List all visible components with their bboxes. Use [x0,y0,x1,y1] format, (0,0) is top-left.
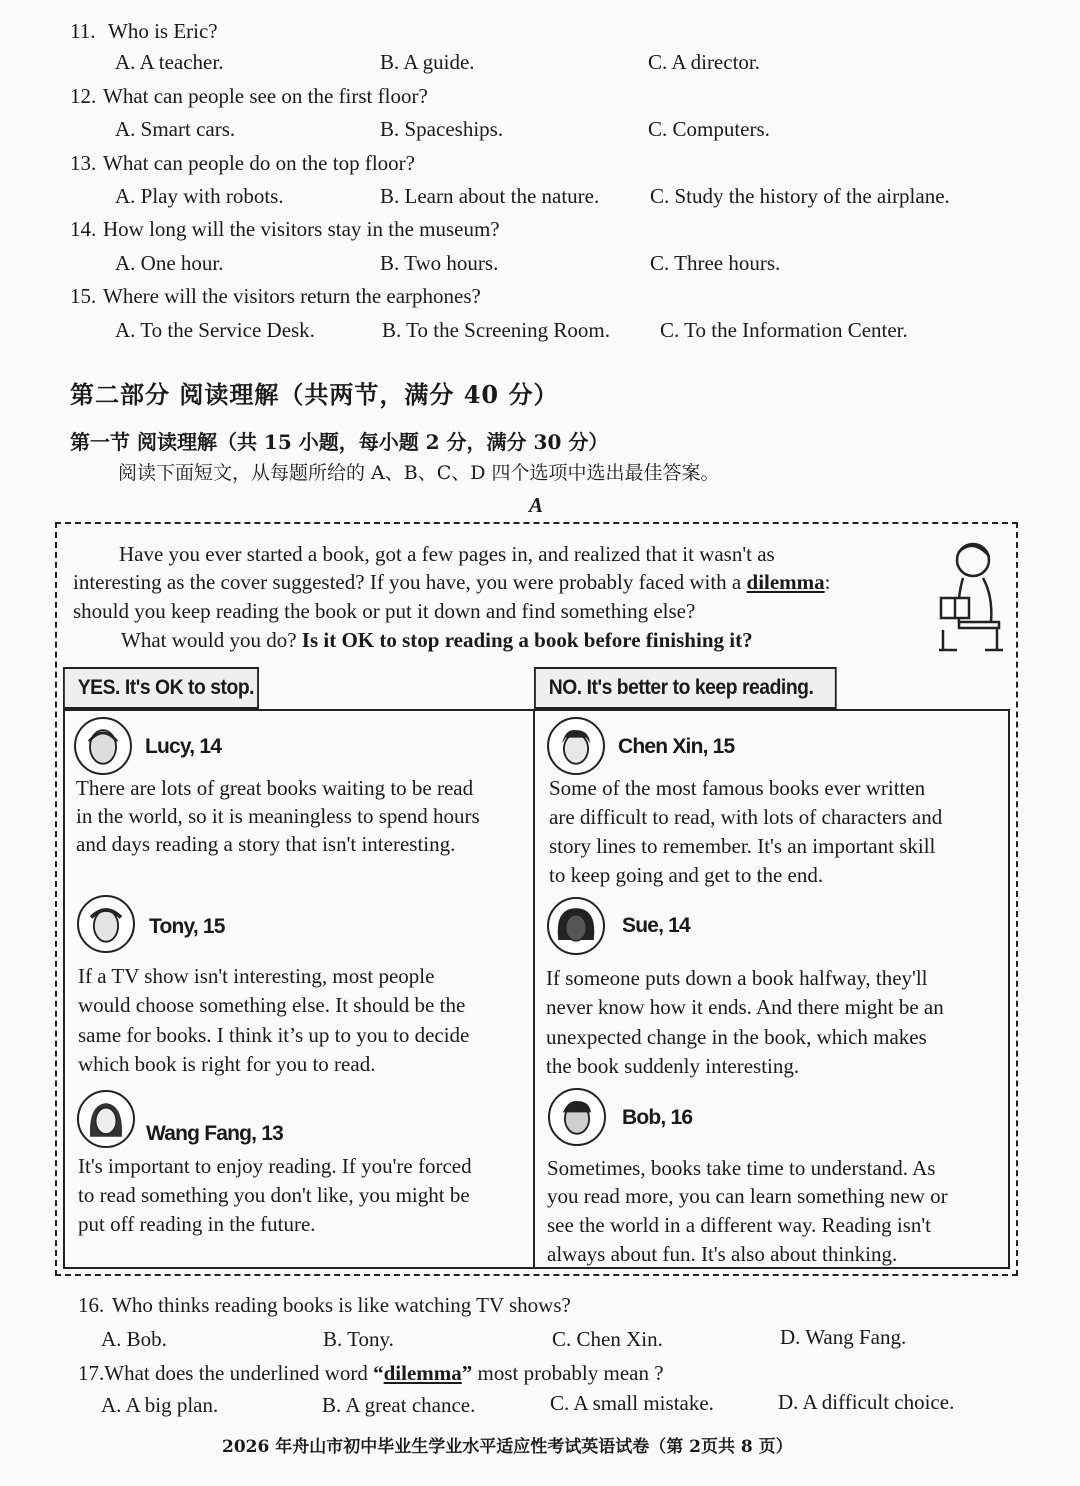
option-a: A. A teacher. [115,50,224,74]
opinion-line: you read more, you can learn something new or [547,1184,948,1208]
opinion-line: to read something you don't like, you might be [78,1183,470,1207]
person-name: Lucy, 14 [145,735,222,758]
option-a: A. To the Service Desk. [115,318,315,342]
passage-label: A [529,493,544,517]
avatar [77,895,135,953]
question-number: 16. [78,1293,105,1317]
option-b: B. Tony. [323,1327,394,1351]
option-c: C. Three hours. [650,251,781,275]
section-title: 第一节 阅读理解（共 15 小题，每小题 2 分，满分 30 分） [70,430,609,454]
person-name: Sue, 14 [622,914,690,937]
quote-open: “ [373,1361,384,1385]
opinion-line: same for books. I think it’s up to you to decide [78,1023,470,1047]
intro-text: interesting as the cover suggested? If you have, you were probably faced with a [73,570,747,594]
opinion-line: put off reading in the future. [78,1212,316,1236]
question-number: 12. [70,84,97,108]
opinion-line: Sometimes, books take time to understand. As [547,1156,936,1180]
question-text-end: most probably mean ? [472,1361,664,1385]
person-name: Tony, 15 [149,915,225,938]
underlined-word-dilemma: dilemma [383,1361,462,1385]
question-text: What does the underlined word [104,1361,374,1385]
opinion-line: see the world in a different way. Reading isn't [547,1213,932,1237]
question-text: What can people do on the top floor? [103,151,415,175]
question-text: Who is Eric? [108,19,218,43]
yes-side-label: YES. It's OK to stop. [63,667,259,709]
option-d: D. Wang Fang. [780,1325,907,1349]
option-c: C. A small mistake. [550,1391,714,1415]
option-a: A. Play with robots. [115,184,284,208]
person-name: Bob, 16 [622,1106,693,1129]
instruction: 阅读下面短文，从每题所给的 A、B、C、D 四个选项中选出最佳答案。 [118,462,720,484]
option-c: C. Computers. [648,117,770,141]
opinion-line: the book suddenly interesting. [546,1054,800,1078]
option-c: C. Chen Xin. [552,1327,663,1351]
opinion-line: It's important to enjoy reading. If you're forced [78,1154,472,1178]
question-text: What can people see on the first floor? [103,84,428,108]
option-b: B. Spaceships. [380,117,504,141]
question-number: 17. [78,1361,105,1385]
avatar [74,717,132,775]
option-b: B. A guide. [380,50,475,74]
opinion-line: in the world, so it is meaningless to spend hours [76,804,480,828]
opinion-line: If someone puts down a book halfway, they'll [546,966,928,990]
opinion-line: and days reading a story that isn't interesting. [76,832,456,856]
avatar [77,1090,135,1148]
reading-child-illustration [935,538,1007,656]
intro-line-2 [73,570,831,595]
option-b: B. Two hours. [380,251,499,275]
opinion-line: never know how it ends. And there might be an [546,995,944,1019]
page-footer: 2026 年舟山市初中毕业生学业水平适应性考试英语试卷（第 2页共 8 页） [222,1437,793,1457]
option-d: D. A difficult choice. [778,1390,955,1414]
intro-text: What would you do? [121,628,302,652]
question-number: 14. [70,217,97,241]
intro-line-1: Have you ever started a book, got a few pages in, and realized that it wasn't as [119,542,775,566]
option-a: A. One hour. [115,251,224,275]
option-b: B. A great chance. [322,1393,476,1417]
avatar [548,1088,606,1146]
question-number: 11. [70,19,96,43]
opinion-line: which book is right for you to read. [78,1052,376,1076]
intro-colon: : [824,570,831,594]
option-c: C. Study the history of the airplane. [650,184,950,208]
person-name: Chen Xin, 15 [618,735,735,758]
person-name: Wang Fang, 13 [146,1122,284,1145]
option-b: B. Learn about the nature. [380,184,600,208]
question-text: Who thinks reading books is like watching TV shows? [112,1293,571,1317]
question-line [78,1361,664,1386]
opinion-line: would choose something else. It should be the [78,993,466,1017]
part-title: 第二部分 阅读理解（共两节，满分 40 分） [70,380,559,409]
option-a: A. Bob. [101,1327,167,1351]
opinion-line: always about fun. It's also about thinking. [547,1242,898,1266]
opinion-line: There are lots of great books waiting to be read [76,776,474,800]
opinion-line: to keep going and get to the end. [549,863,824,887]
option-a: A. Smart cars. [115,117,236,141]
intro-question-bold: Is it OK to stop reading a book before finishing it? [301,628,753,652]
avatar [547,717,605,775]
question-text: How long will the visitors stay in the museum? [103,217,500,241]
no-side-label: NO. It's better to keep reading. [534,667,837,709]
opinion-line: are difficult to read, with lots of characters and [549,805,943,829]
opinion-line: unexpected change in the book, which makes [546,1025,927,1049]
intro-line-4 [121,628,753,653]
option-b: B. To the Screening Room. [382,318,610,342]
opinion-line: Some of the most famous books ever written [549,776,926,800]
option-a: A. A big plan. [101,1393,219,1417]
option-c: C. To the Information Center. [660,318,908,342]
option-c: C. A director. [648,50,760,74]
intro-line-3: should you keep reading the book or put it down and find something else? [73,599,696,623]
avatar [547,897,605,955]
opinion-line: story lines to remember. It's an important skill [549,834,936,858]
question-number: 15. [70,284,97,308]
question-number: 13. [70,151,97,175]
opinion-line: If a TV show isn't interesting, most people [78,964,435,988]
quote-close: ” [461,1361,473,1385]
underlined-word-dilemma: dilemma [746,570,825,594]
question-text: Where will the visitors return the earphones? [103,284,481,308]
